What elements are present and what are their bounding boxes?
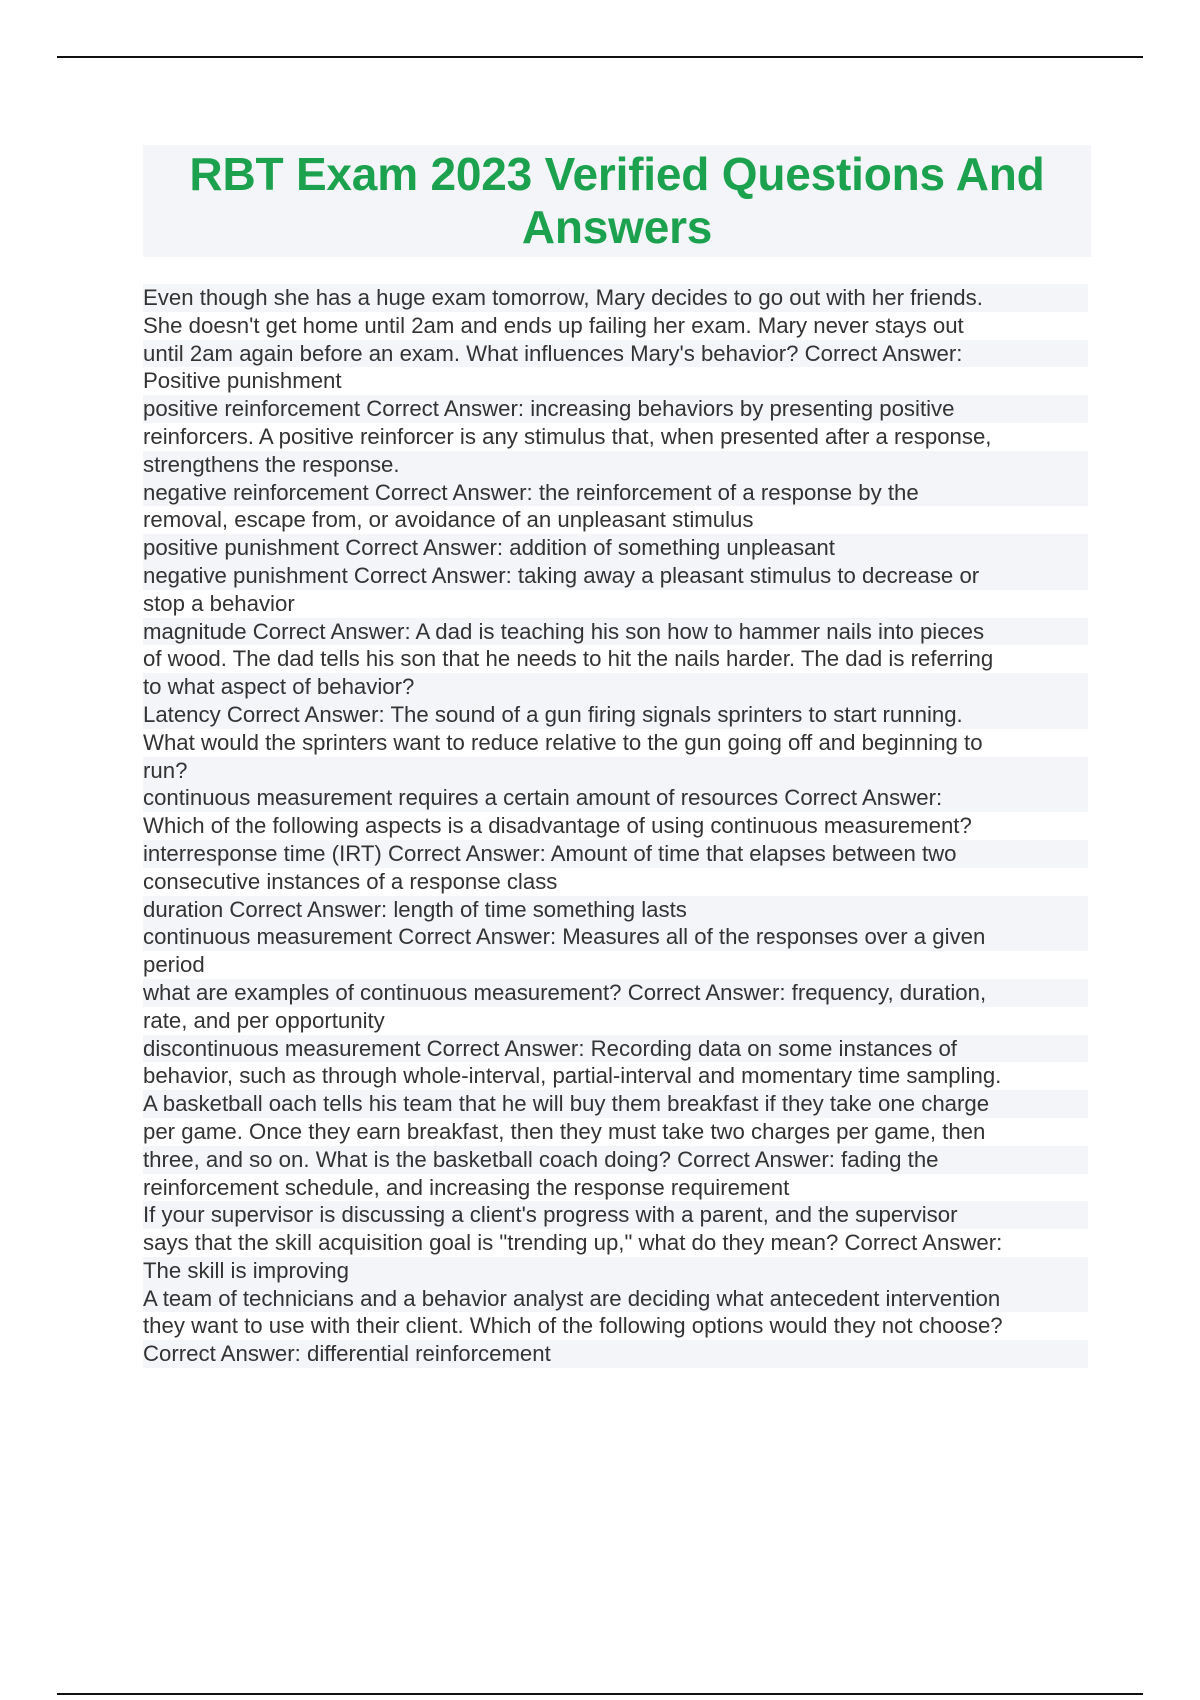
qa-line: what are examples of continuous measurement? Correct Answer: frequency, duration, bbox=[143, 979, 1088, 1007]
qa-line: of wood. The dad tells his son that he needs to hit the nails harder. The dad is referring bbox=[143, 646, 994, 672]
qa-entry bbox=[143, 395, 1088, 478]
qa-entry bbox=[143, 562, 1088, 618]
qa-entry bbox=[143, 1285, 1088, 1368]
qa-line: discontinuous measurement Correct Answer: Recording data on some instances of bbox=[143, 1035, 1088, 1063]
qa-line: strengthens the response. bbox=[143, 451, 1088, 479]
qa-line: Which of the following aspects is a disadvantage of using continuous measurement? bbox=[143, 813, 972, 839]
qa-line: consecutive instances of a response class bbox=[143, 868, 558, 894]
qa-line: Correct Answer: differential reinforcement bbox=[143, 1340, 1088, 1368]
qa-entry bbox=[143, 1035, 1088, 1091]
qa-entry bbox=[143, 701, 1088, 784]
title-block bbox=[143, 145, 1091, 257]
qa-line: A basketball oach tells his team that he will buy them breakfast if they take one charge bbox=[143, 1090, 1088, 1118]
qa-entry bbox=[143, 784, 1088, 840]
qa-line: The skill is improving bbox=[143, 1257, 1088, 1285]
qa-line: Even though she has a huge exam tomorrow, Mary decides to go out with her friends. bbox=[143, 284, 1088, 312]
qa-line: duration Correct Answer: length of time something lasts bbox=[143, 896, 1088, 924]
qa-line: stop a behavior bbox=[143, 590, 295, 616]
qa-entry bbox=[143, 896, 1088, 924]
qa-entry bbox=[143, 618, 1088, 701]
qa-line: three, and so on. What is the basketball coach doing? Correct Answer: fading the bbox=[143, 1146, 1088, 1174]
qa-line: rate, and per opportunity bbox=[143, 1007, 385, 1033]
qa-entry bbox=[143, 479, 1088, 535]
bottom-rule bbox=[57, 1693, 1143, 1695]
qa-entry bbox=[143, 979, 1088, 1035]
qa-line: A team of technicians and a behavior analyst are deciding what antecedent intervention bbox=[143, 1285, 1088, 1313]
top-rule bbox=[57, 56, 1143, 58]
document-title bbox=[189, 148, 1044, 254]
qa-line: until 2am again before an exam. What influences Mary's behavior? Correct Answer: bbox=[143, 340, 1088, 368]
qa-line: reinforcement schedule, and increasing the response requirement bbox=[143, 1174, 790, 1200]
qa-entry bbox=[143, 1090, 1088, 1201]
qa-line: removal, escape from, or avoidance of an unpleasant stimulus bbox=[143, 507, 754, 533]
qa-entry bbox=[143, 840, 1088, 896]
qa-line: run? bbox=[143, 757, 1088, 785]
qa-line: per game. Once they earn breakfast, then they must take two charges per game, then bbox=[143, 1118, 986, 1144]
qa-line: negative reinforcement Correct Answer: the reinforcement of a response by the bbox=[143, 479, 1088, 507]
qa-line: negative punishment Correct Answer: taking away a pleasant stimulus to decrease or bbox=[143, 562, 1088, 590]
qa-line: continuous measurement requires a certain amount of resources Correct Answer: bbox=[143, 784, 1088, 812]
qa-line: She doesn't get home until 2am and ends up failing her exam. Mary never stays out bbox=[143, 312, 964, 338]
qa-list bbox=[143, 284, 1088, 1368]
qa-line: magnitude Correct Answer: A dad is teaching his son how to hammer nails into pieces bbox=[143, 618, 1088, 646]
qa-line: positive punishment Correct Answer: addition of something unpleasant bbox=[143, 534, 1088, 562]
qa-line: behavior, such as through whole-interval, partial-interval and momentary time sampling. bbox=[143, 1063, 1002, 1089]
qa-line: Positive punishment bbox=[143, 368, 342, 394]
qa-line: says that the skill acquisition goal is "trending up," what do they mean? Correct Answer: bbox=[143, 1230, 1003, 1256]
qa-entry bbox=[143, 284, 1088, 395]
qa-entry bbox=[143, 534, 1088, 562]
qa-line: Latency Correct Answer: The sound of a gun firing signals sprinters to start running. bbox=[143, 701, 1088, 729]
qa-line: positive reinforcement Correct Answer: increasing behaviors by presenting positive bbox=[143, 395, 1088, 423]
title-line-1: RBT Exam 2023 Verified Questions And bbox=[189, 148, 1045, 200]
qa-line: reinforcers. A positive reinforcer is any stimulus that, when presented after a response, bbox=[143, 423, 992, 449]
title-line-2: Answers bbox=[521, 201, 713, 253]
qa-line: period bbox=[143, 952, 205, 978]
qa-line: interresponse time (IRT) Correct Answer: Amount of time that elapses between two bbox=[143, 840, 1088, 868]
qa-line: continuous measurement Correct Answer: Measures all of the responses over a given bbox=[143, 923, 1088, 951]
qa-entry bbox=[143, 923, 1088, 979]
qa-line: What would the sprinters want to reduce relative to the gun going off and beginning to bbox=[143, 729, 983, 755]
qa-entry bbox=[143, 1201, 1088, 1284]
qa-line: to what aspect of behavior? bbox=[143, 673, 1088, 701]
qa-line: If your supervisor is discussing a client's progress with a parent, and the supervisor bbox=[143, 1201, 1088, 1229]
qa-line: they want to use with their client. Which of the following options would they not choose? bbox=[143, 1313, 1003, 1339]
